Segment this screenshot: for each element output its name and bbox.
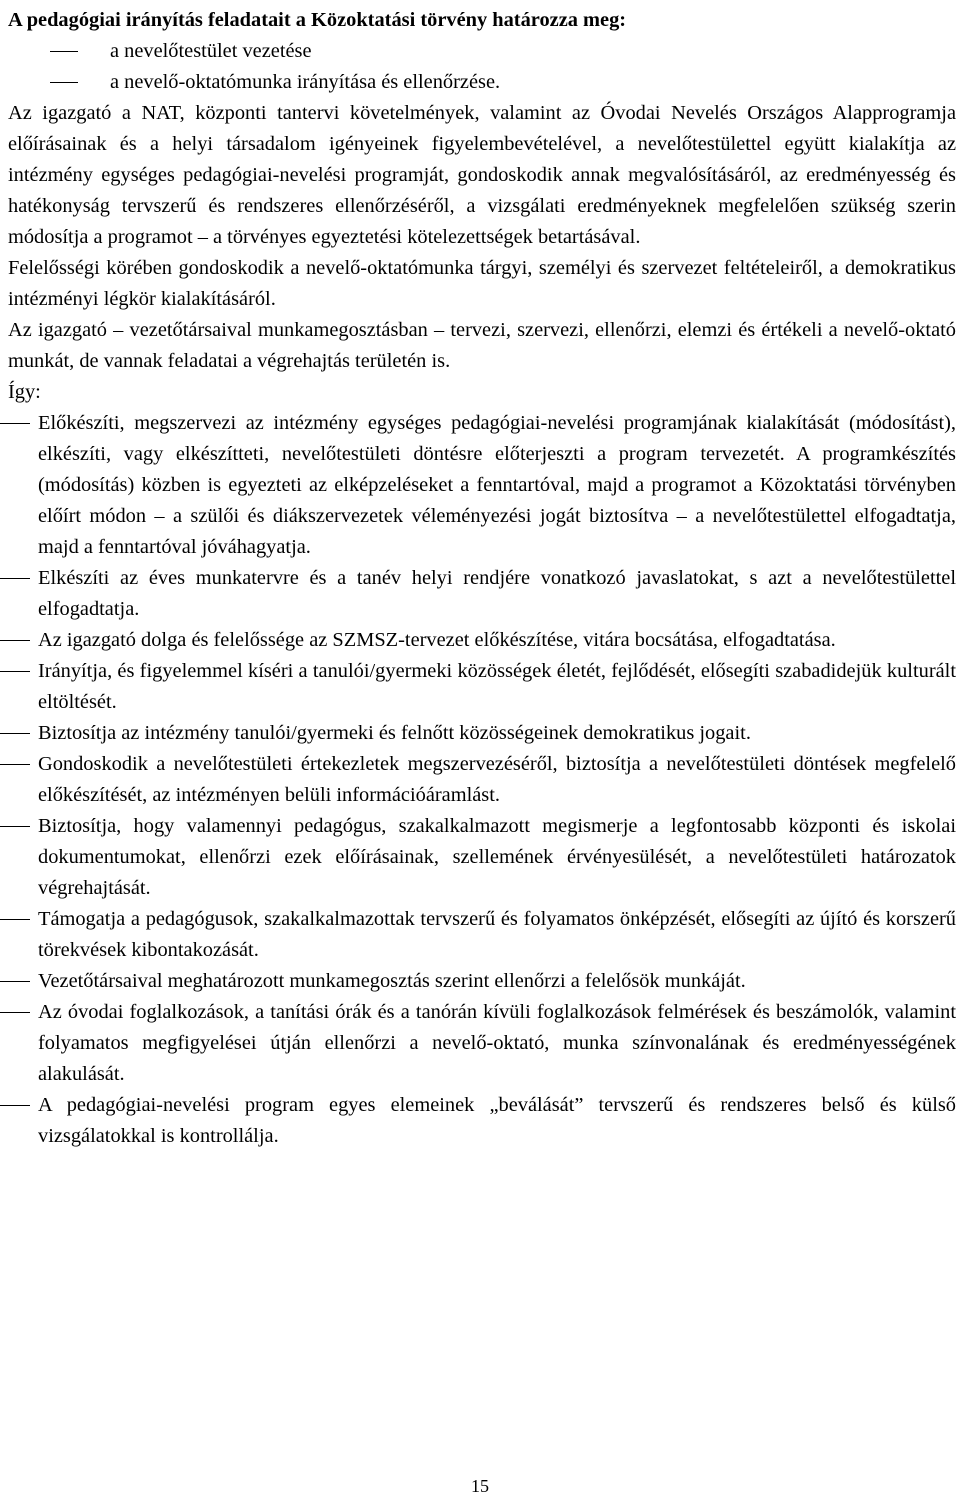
top-dash-list [8, 36, 956, 98]
paragraph-igazgato-program: Az igazgató a NAT, központi tantervi követelmények, valamint az Óvodai Nevelés Országos Alapprogramja előírásainak és a helyi társadalom igényeinek figyelembevételével, a nevelőtestülettel együtt kialakítja az intézmény egységes pedagógiai-nevelési programját, gondoskodik annak megvalósításáról, az eredményesség és hatékonyság tervszerű és rendszeres ellenőrzéséről, a vizsgálati eredményeknek megfelelően szükség szerin módosítja a programot – a törvényes egyeztetési kötelezettségek betartásával. [8, 102, 956, 248]
list-item: a nevelő-oktatómunka irányítása és ellenőrzése. [8, 67, 956, 98]
page-number: 15 [471, 1476, 489, 1496]
document-page [8, 5, 956, 1152]
igy-label: Így: [8, 381, 41, 403]
list-item: Az igazgató dolga és felelőssége az SZMSZ-tervezet előkészítése, vitára bocsátása, elfogadtatása. [8, 625, 956, 656]
list-item: Gondoskodik a nevelőtestületi értekezletek megszervezéséről, biztosítja a nevelőtestületi döntések megfelelő előkészítését, az intézményen belüli információáramlást. [8, 749, 956, 811]
paragraph-igazgato-feladatai: Az igazgató – vezetőtársaival munkamegosztásban – tervezi, szervezi, ellenőrzi, elemzi és értékeli a nevelő-oktató munkát, de vannak feladatai a végrehajtás területén is. [8, 319, 956, 372]
main-dash-list [8, 408, 956, 1152]
paragraph-felelossegi-kor: Felelősségi körében gondoskodik a nevelő-oktatómunka tárgyi, személyi és szervezet feltételeiről, a demokratikus intézményi légkör kialakításáról. [8, 257, 956, 310]
list-item: Biztosítja az intézmény tanulói/gyermeki és felnőtt közösségeinek demokratikus jogait. [8, 718, 956, 749]
list-item: A pedagógiai-nevelési program egyes elemeinek „beválását” tervszerű és rendszeres belső és külső vizsgálatokkal is kontrollálja. [8, 1090, 956, 1152]
list-item: Előkészíti, megszervezi az intézmény egységes pedagógiai-nevelési programjának kialakítását (módosítást), elkészíti, vagy elkészítteti, nevelőtestületi döntésre előterjeszti a program tervezetét. A programkészítés (módosítás) közben is egyezteti az elképzeléseket a fenntartóval, majd a programot a Közoktatási törvényben előírt módon – a szülői és diákszervezetek véleményezési jogát biztosítva – a nevelőtestülettel elfogadtatja, majd a fenntartóval jóváhagyatja. [8, 408, 956, 563]
list-item: Elkészíti az éves munkatervre és a tanév helyi rendjére vonatkozó javaslatokat, s azt a nevelőtestülettel elfogadtatja. [8, 563, 956, 625]
list-item: Vezetőtársaival meghatározott munkamegosztás szerint ellenőrzi a felelősök munkáját. [8, 966, 956, 997]
section-heading: A pedagógiai irányítás feladatait a Közoktatási törvény határozza meg: [8, 9, 627, 31]
list-item: Biztosítja, hogy valamennyi pedagógus, szakalkalmazott megismerje a legfontosabb központi és iskolai dokumentumokat, ellenőrzi ezek előírásainak, szellemének érvényesülését, a nevelőtestületi határozatok végrehajtását. [8, 811, 956, 904]
list-item: Az óvodai foglalkozások, a tanítási órák és a tanórán kívüli foglalkozások felmérések és beszámolók, valamint folyamatos megfigyelései útján ellenőrzi a nevelő-oktató, munka színvonalának és eredményességének alakulását. [8, 997, 956, 1090]
list-item: a nevelőtestület vezetése [8, 36, 956, 67]
list-item: Támogatja a pedagógusok, szakalkalmazottak tervszerű és folyamatos önképzését, elősegíti az újító és korszerű törekvések kibontakozását. [8, 904, 956, 966]
list-item: Irányítja, és figyelemmel kíséri a tanulói/gyermeki közösségek életét, fejlődését, elősegíti szabadidejük kulturált eltöltését. [8, 656, 956, 718]
